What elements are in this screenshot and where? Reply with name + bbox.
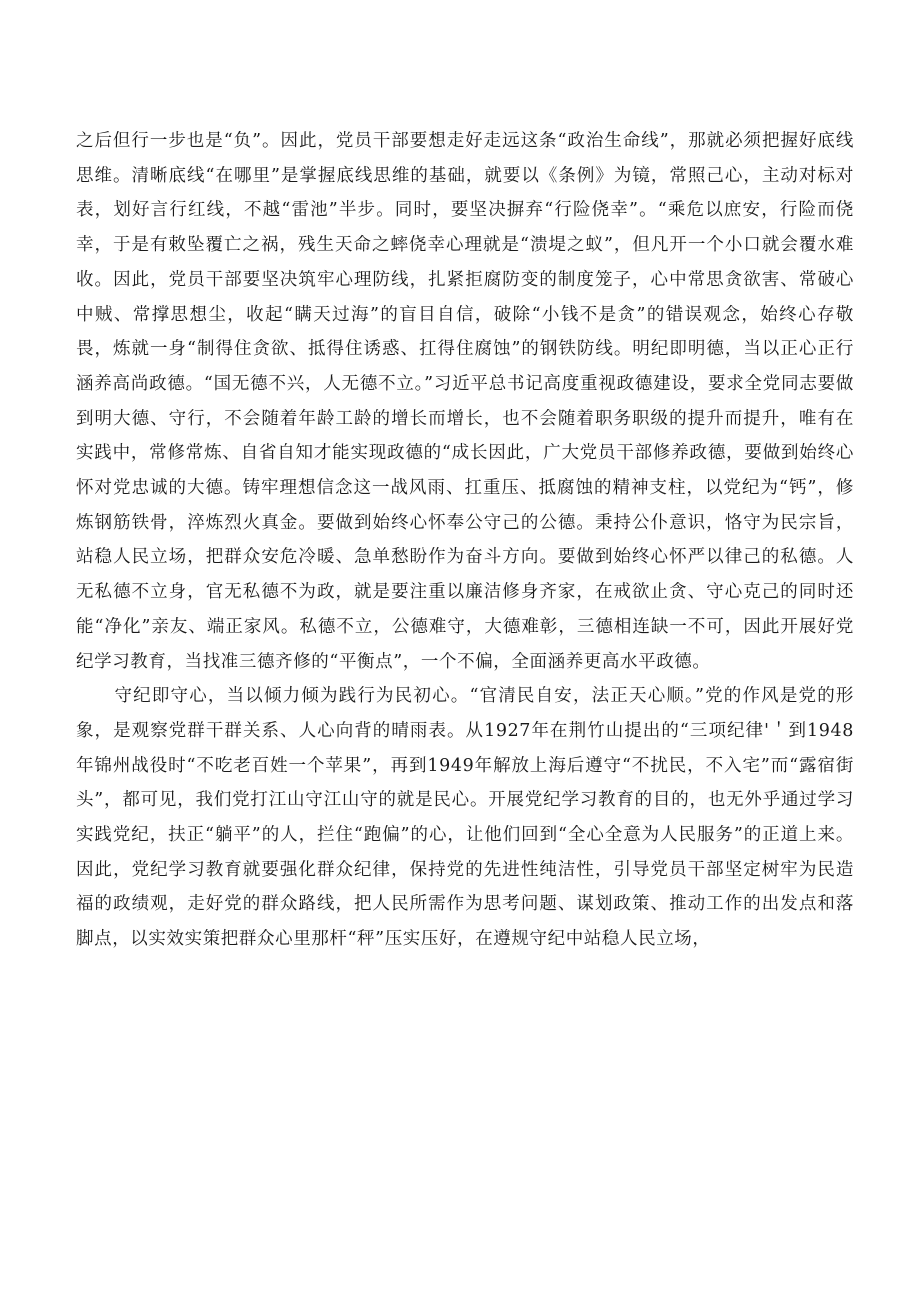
document-body [76,124,854,957]
paragraph-1: 之后但行一步也是“负”。因此，党员干部要想走好走远这条“政治生命线”，那就必须把握好底线思维。清晰底线“在哪里”是掌握底线思维的基础，就要以《条例》为镜，常照己心，主动对标对表，划好言行红线，不越“雷池”半步。同时，要坚决摒弃“行险侥幸”。“乘危以庶安，行险而侥幸，于是有敕坠覆亡之祸，残生天命之蟀侥幸心理就是“溃堤之蚁”，但凡开一个小口就会覆水难收。因此，党员干部要坚决筑牢心理防线，扎紧拒腐防变的制度笼子，心中常思贪欲害、常破心中贼、常撑思想尘，收起“瞒天过海”的盲目自信，破除“小钱不是贪”的错误观念，始终心存敬畏，炼就一身“制得住贪欲、抵得住诱惑、扛得住腐蚀”的钢铁防线。明纪即明德，当以正心正行涵养高尚政德。“国无德不兴，人无德不立。”习近平总书记高度重视政德建设，要求全党同志要做到明大德、守行，不会随着年龄工龄的增长而增长，也不会随着职务职级的提升而提升，唯有在实践中，常修常炼、自省自知才能实现政德的“成长因此，广大党员干部修养政德，要做到始终心怀对党忠诚的大德。铸牢理想信念这一战风雨、扛重压、抵腐蚀的精神支柱，以党纪为“钙”，修炼钢筋铁骨，淬炼烈火真金。要做到始终心怀奉公守己的公德。秉持公仆意识，恪守为民宗旨，站稳人民立场，把群众安危冷暖、急单愁盼作为奋斗方向。要做到始终心怀严以律己的私德。人无私德不立身，官无私德不为政，就是要注重以廉洁修身齐家，在戒欲止贪、守心克己的同时还能“净化”亲友、端正家风。私德不立，公德难守，大德难彰，三德相连缺一不可，因此开展好党纪学习教育，当找准三德齐修的“平衡点”，一个不偏，全面涵养更高水平政德。 [76,131,854,672]
paragraph-2: 守纪即守心，当以倾力倾为践行为民初心。“官清民自安，法正天心顺。”党的作风是党的形象，是观察党群干群关系、人心向背的晴雨表。从1927年在荆竹山提出的“三项纪律'＇到1948年锦州战役时“不吃老百姓一个苹果”，再到1949年解放上海后遵守“不扰民，不入宅”而“露宿街头”，都可见，我们党打江山守江山守的就是民心。开展党纪学习教育的目的，也无外乎通过学习实践党纪，扶正“躺平”的人，拦住“跑偏”的心，让他们回到“全心全意为人民服务”的正道上来。因此，党纪学习教育就要强化群众纪律，保持党的先进性纯洁性，引导党员干部坚定树牢为民造福的政绩观，走好党的群众路线，把人民所需作为思考问题、谋划政策、推动工作的出发点和落脚点，以实效实策把群众心里那杆“秤”压实压好，在遵规守纪中站稳人民立场， [76,686,854,950]
